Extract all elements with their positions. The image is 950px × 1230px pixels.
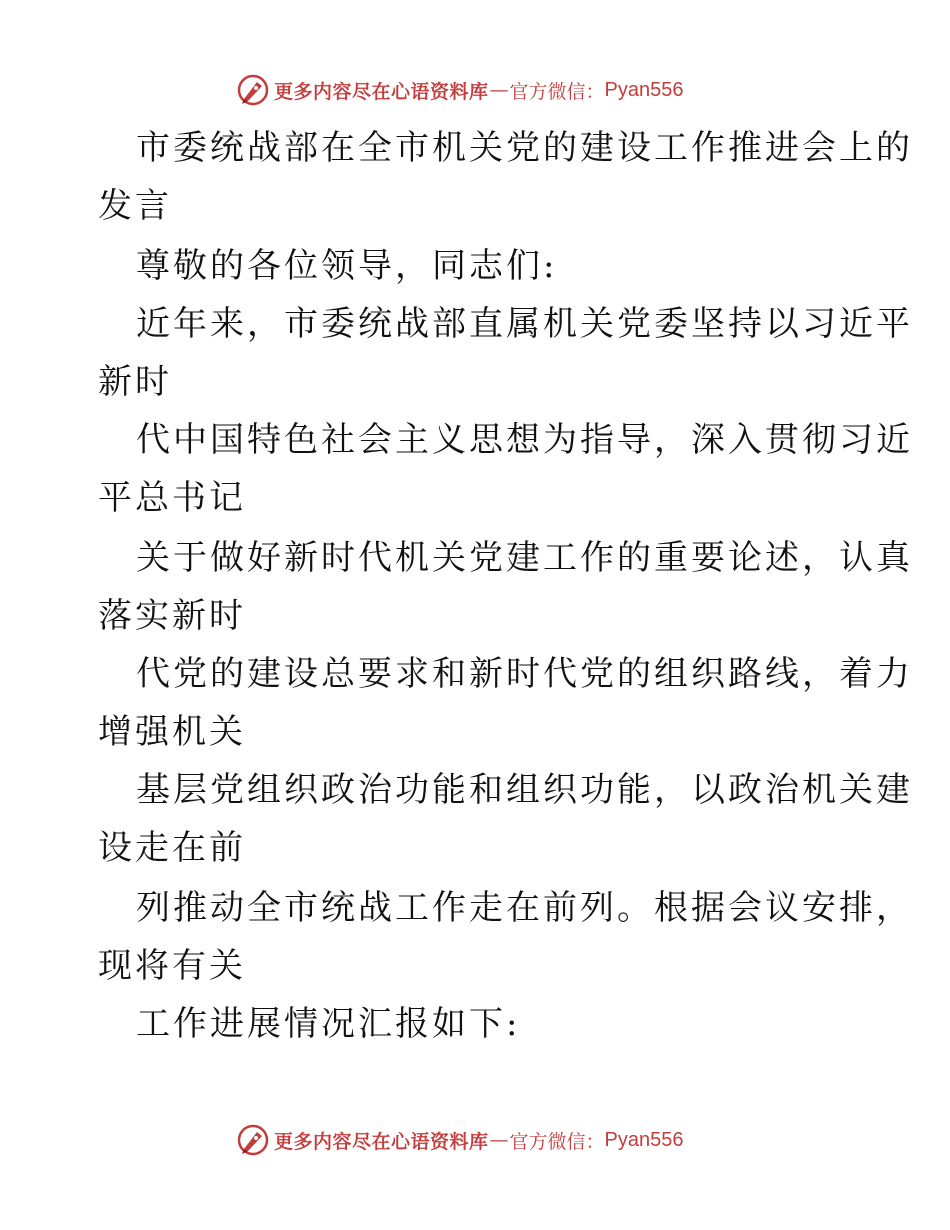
body-line: 代党的建设总要求和新时代党的组织路线，着力 bbox=[136, 654, 913, 694]
body-line: 新时 bbox=[98, 362, 172, 402]
banner-wechat-label: 官方微信： bbox=[509, 1130, 605, 1153]
body-line: 工作进展情况汇报如下: bbox=[136, 1004, 521, 1044]
body-line: 设走在前 bbox=[98, 828, 246, 868]
banner-separator: — bbox=[489, 79, 509, 101]
body-line: 增强机关 bbox=[98, 712, 246, 752]
banner-tagline: 更多内容尽在心语资料库 bbox=[274, 1130, 489, 1153]
banner-wechat-label: 官方微信： bbox=[509, 80, 605, 103]
banner-tagline: 更多内容尽在心语资料库 bbox=[274, 80, 489, 103]
header-banner bbox=[236, 73, 716, 107]
footer-banner bbox=[236, 1123, 716, 1157]
pen-nib-logo-icon bbox=[236, 73, 270, 107]
body-line: 关于做好新时代机关党建工作的重要论述，认真 bbox=[136, 538, 913, 578]
pen-nib-logo-icon bbox=[236, 1123, 270, 1157]
title-line-2: 发言 bbox=[98, 186, 172, 226]
body-line: 落实新时 bbox=[98, 596, 246, 636]
body-line: 基层党组织政治功能和组织功能，以政治机关建 bbox=[136, 770, 913, 810]
body-line: 平总书记 bbox=[98, 478, 246, 518]
salutation: 尊敬的各位领导，同志们: bbox=[136, 246, 558, 286]
body-line: 列推动全市统战工作走在前列。根据会议安排， bbox=[136, 888, 913, 928]
body-line: 近年来，市委统战部直属机关党委坚持以习近平 bbox=[136, 304, 913, 344]
body-line: 代中国特色社会主义思想为指导，深入贯彻习近 bbox=[136, 420, 913, 460]
banner-wechat-id: Pyan556 bbox=[604, 1128, 684, 1151]
banner-wechat-id: Pyan556 bbox=[604, 78, 684, 101]
body-line: 现将有关 bbox=[98, 946, 246, 986]
banner-separator: — bbox=[489, 1129, 509, 1151]
title-line-1: 市委统战部在全市机关党的建设工作推进会上的 bbox=[136, 128, 913, 168]
